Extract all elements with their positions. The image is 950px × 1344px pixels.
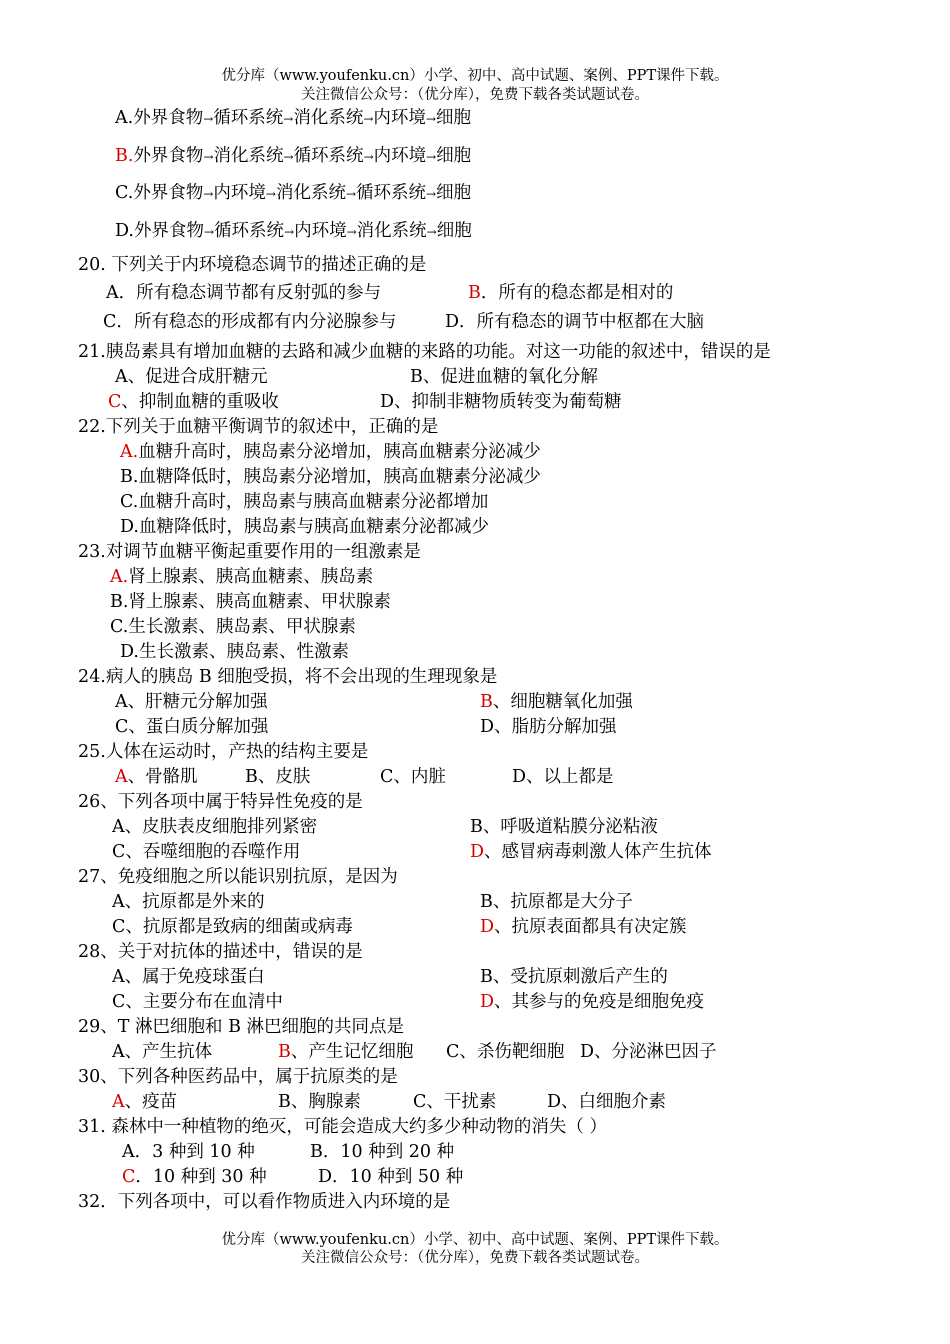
q19-option-a: A.外界食物→循环系统→消化系统→内环境→细胞 (115, 108, 471, 128)
answer-mark: D (470, 842, 485, 862)
arrow-icon: → (283, 112, 294, 126)
q30-option-b: B、胸腺素 (278, 1092, 361, 1112)
q20-option-a: A．所有稳态调节都有反射弧的参与 (106, 283, 382, 303)
q24-option-a: A、肝糖元分解加强 (115, 692, 268, 712)
q23-option-d: D.生长激素、胰岛素、性激素 (120, 642, 349, 662)
q28-stem: 28、关于对抗体的描述中，错误的是 (78, 942, 363, 962)
q20-stem: 20. 下列关于内环境稳态调节的描述正确的是 (78, 255, 427, 275)
arrow-icon: → (283, 150, 294, 164)
q24-option-d: D、脂肪分解加强 (480, 717, 617, 737)
q31-option-a: A．3 种到 10 种 (122, 1142, 255, 1162)
answer-mark: B (278, 1042, 291, 1062)
q21-option-d: D、抑制非糖物质转变为葡萄糖 (380, 392, 622, 412)
answer-mark: D (480, 992, 495, 1012)
arrow-icon: → (363, 150, 374, 164)
q31-stem: 31. 森林中一种植物的绝灭，可能会造成大约多少种动物的消失（ ） (78, 1117, 607, 1137)
arrow-icon: → (425, 112, 436, 126)
q29-stem: 29、T 淋巴细胞和 B 淋巴细胞的共同点是 (78, 1017, 404, 1037)
answer-mark: B (480, 692, 493, 712)
q21-stem: 21.胰岛素具有增加血糖的去路和减少血糖的来路的功能。对这一功能的叙述中，错误的是 (78, 342, 771, 362)
q32-stem: 32．下列各项中，可以看作物质进入内环境的是 (78, 1192, 451, 1212)
q22-stem: 22.下列关于血糖平衡调节的叙述中，正确的是 (78, 417, 439, 437)
q29-option-d: D、分泌淋巴因子 (580, 1042, 717, 1062)
answer-mark: C (122, 1167, 136, 1187)
arrow-icon: → (426, 187, 437, 201)
arrow-icon: → (363, 112, 374, 126)
q28-option-d: D、其参与的免疫是细胞免疫 (480, 992, 705, 1012)
arrow-icon: → (426, 150, 437, 164)
answer-mark: C (108, 392, 122, 412)
q29-option-b: B、产生记忆细胞 (278, 1042, 414, 1062)
q27-option-c: C、抗原都是致病的细菌或病毒 (112, 917, 353, 937)
arrow-icon: → (346, 225, 357, 239)
page-header-line2: 关注微信公众号：（优分库），免费下载各类试题试卷。 (301, 87, 649, 103)
answer-mark: A. (110, 567, 129, 587)
q20-option-d: D．所有稳态的调节中枢都在大脑 (445, 312, 705, 332)
q27-option-d: D、抗原表面都具有决定簇 (480, 917, 687, 937)
arrow-icon: → (203, 225, 215, 239)
q21-option-a: A、促进合成肝糖元 (115, 367, 268, 387)
q24-stem: 24.病人的胰岛 B 细胞受损，将不会出现的生理现象是 (78, 667, 498, 687)
arrow-icon: → (265, 187, 276, 201)
q20-option-c: C．所有稳态的形成都有内分泌腺参与 (103, 312, 397, 332)
answer-mark: B. (115, 146, 134, 166)
q22-option-b: B.血糖降低时，胰岛素分泌增加，胰高血糖素分泌减少 (120, 467, 541, 487)
page-header-line1: 优分库（www.youfenku.cn）小学、初中、高中试题、案例、PPT课件下载。 (221, 68, 729, 84)
arrow-icon: → (203, 187, 214, 201)
answer-mark: D (480, 917, 495, 937)
q20-option-b: B．所有的稳态都是相对的 (468, 283, 674, 303)
q30-option-a: A、疫苗 (112, 1092, 178, 1112)
q24-option-c: C、蛋白质分解加强 (115, 717, 269, 737)
arrow-icon: → (203, 150, 214, 164)
q25-option-b: B、皮肤 (245, 767, 311, 787)
page-footer-line1: 优分库（www.youfenku.cn）小学、初中、高中试题、案例、PPT课件下载。 (221, 1232, 729, 1248)
arrow-icon: → (284, 225, 295, 239)
q19-option-c: C.外界食物→内环境→消化系统→循环系统→细胞 (115, 183, 472, 203)
q21-option-b: B、促进血糖的氧化分解 (410, 367, 598, 387)
q27-stem: 27、免疫细胞之所以能识别抗原，是因为 (78, 867, 398, 887)
q24-option-b: B、细胞糖氧化加强 (480, 692, 633, 712)
q27-option-a: A、抗原都是外来的 (112, 892, 265, 912)
q29-option-a: A、产生抗体 (112, 1042, 213, 1062)
q31-option-b: B．10 种到 20 种 (310, 1142, 455, 1162)
q23-option-b: B.肾上腺素、胰高血糖素、甲状腺素 (110, 592, 391, 612)
answer-mark: A (115, 767, 128, 787)
q28-option-b: B、受抗原刺激后产生的 (480, 967, 668, 987)
arrow-icon: → (345, 187, 357, 201)
q19-option-b: B.外界食物→消化系统→循环系统→内环境→细胞 (115, 146, 472, 166)
answer-mark: A (112, 1092, 125, 1112)
page-footer-line2: 关注微信公众号：（优分库），免费下载各类试题试卷。 (301, 1250, 649, 1266)
q25-option-a: A、骨骼肌 (115, 767, 198, 787)
q26-option-c: C、吞噬细胞的吞噬作用 (112, 842, 301, 862)
q25-option-d: D、以上都是 (512, 767, 614, 787)
q31-option-c: C．10 种到 30 种 (122, 1167, 267, 1187)
q26-option-a: A、皮肤表皮细胞排列紧密 (112, 817, 318, 837)
answer-mark: A. (120, 442, 139, 462)
q27-option-b: B、抗原都是大分子 (480, 892, 633, 912)
q28-option-c: C、主要分布在血清中 (112, 992, 283, 1012)
q22-option-c: C.血糖升高时，胰岛素与胰高血糖素分泌都增加 (120, 492, 489, 512)
q26-option-d: D、感冒病毒刺激人体产生抗体 (470, 842, 712, 862)
q30-option-d: D、白细胞介素 (547, 1092, 667, 1112)
q25-option-c: C、内脏 (380, 767, 446, 787)
q26-option-b: B、呼吸道粘膜分泌粘液 (470, 817, 658, 837)
arrow-icon: → (203, 112, 214, 126)
answer-mark: B (468, 283, 481, 303)
arrow-icon: → (426, 225, 437, 239)
q25-stem: 25.人体在运动时，产热的结构主要是 (78, 742, 369, 762)
q22-option-a: A.血糖升高时，胰岛素分泌增加，胰高血糖素分泌减少 (120, 442, 541, 462)
q26-stem: 26、下列各项中属于特异性免疫的是 (78, 792, 363, 812)
q23-option-a: A.肾上腺素、胰高血糖素、胰岛素 (110, 567, 374, 587)
q23-stem: 23.对调节血糖平衡起重要作用的一组激素是 (78, 542, 421, 562)
q22-option-d: D.血糖降低时，胰岛素与胰高血糖素分泌都减少 (120, 517, 489, 537)
q19-option-d: D.外界食物→循环系统→内环境→消化系统→细胞 (115, 221, 472, 241)
q31-option-d: D．10 种到 50 种 (318, 1167, 464, 1187)
q30-option-c: C、干扰素 (413, 1092, 497, 1112)
q23-option-c: C.生长激素、胰岛素、甲状腺素 (110, 617, 356, 637)
q21-option-c: C、抑制血糖的重吸收 (108, 392, 279, 412)
q30-stem: 30、下列各种医药品中，属于抗原类的是 (78, 1067, 398, 1087)
q28-option-a: A、属于免疫球蛋白 (112, 967, 265, 987)
q29-option-c: C、杀伤靶细胞 (446, 1042, 565, 1062)
